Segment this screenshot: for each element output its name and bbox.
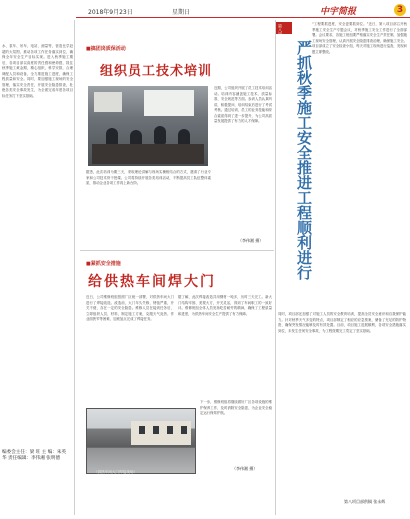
page-number-badge: 3 bbox=[394, 4, 406, 16]
left-column-text: 水、泵车、吊车、电站、测量等，营造比学赶超的大氛围，推动各项工作任务落实到位，确保全年安全生产目标实现。进入秋季施工期后，各项目部以高度的责任感和使命感，抓住秋季施工黄金期，精心组织，科学安排，合理调配人员和设备，全力推进施工进度，确保工程质量和安全。同时，要加强施工现场的安全管理，落实安全责任，开展安全隐患排查，杜绝各类安全事故发生，为全面完成年度各项目标任务打下坚实基础。 bbox=[2, 44, 73, 98]
window bbox=[167, 426, 173, 434]
training-photo bbox=[88, 86, 208, 166]
article3-body: “工程要抓进度，安全更要抓到位。”近日，第八项目部召开秋季施工安全生产专题会议，对秋季施工安全工作进行了全面部署。会议要求，各施工班组要严格落实安全生产责任制，加强施工现场安全管理，认真开展安全隐患排查治理，确保施工安全。项目部成立了安全检查小组，每天对施工现场进行巡查，发现问题立即整改。 bbox=[312, 22, 407, 54]
window bbox=[139, 426, 145, 434]
meeting-table bbox=[92, 144, 204, 164]
article3-byline: 第八项目部供稿 张永辉 bbox=[344, 499, 386, 504]
article3-headline: 严抓秋季施工安全推进工程顺利进行 bbox=[295, 40, 313, 280]
article1-body-bottom: 据悉，此次培训为期三天，采取理论讲解与现场实操相结合的方式，邀请了行业专家和公司技术骨干授课。公司将持续开展各类培训活动，不断提高员工队伍整体素质，推动企业各项工作再上新台阶。 bbox=[86, 170, 211, 185]
article2-kicker: ■紧抓安全措施 bbox=[86, 261, 121, 267]
whiteboard bbox=[144, 90, 194, 116]
article2-column1: 近日，公司维修班组按照厂区统一部署，对供热车间大门进行了焊接改造。改造前，大门年久失修，锈蚀严重，开关不便，存在一定的安全隐患。维修人员在接到任务后，立即组织人员、材料，制定施工方案，克服天气炎热、作业面狭窄等困难，加班加点完成了焊接任务。 bbox=[86, 295, 174, 321]
gate-photo bbox=[86, 408, 196, 474]
issue-date: 2018年9月23日 bbox=[88, 9, 133, 16]
article3-body-lower: 同时，项目部还加强了对施工人员的安全教育培训，提高全员安全意识和自我保护能力。针对秋季天气多变的特点，项目部制定了相应的应急预案，储备了充足的防护物资，确保突发情况能够及时有效处置。目前，项目施工进展顺利，各项安全措施落实到位，未发生任何安全事故，为工程按期完工奠定了坚实基础。 bbox=[278, 312, 406, 333]
article2-column2: 据了解，此次焊接改造共用钢材一吨多，历时三天完工。新大门结构牢固、美观大方，开关灵活，得到了车间职工的一致好评。维修班组全体人员发扬吃苦耐劳的精神，确保了工程质量和进度，为供热车间安全生产提供了有力保障。 bbox=[178, 295, 272, 316]
article3-kicker: 第八项目部 bbox=[278, 24, 283, 44]
section-divider bbox=[80, 250, 274, 251]
article2-byline: （李伟湘 摄） bbox=[232, 466, 258, 471]
article2-column2-lower: 下一步，维修班组将继续做好厂区各项设施的维护保养工作，及时消除安全隐患，为企业安全稳定运行保驾护航。 bbox=[200, 400, 272, 415]
article1-byline: （李伟湘 摄） bbox=[238, 238, 264, 243]
gate-photo-caption: （供热车间大门焊接现场） bbox=[94, 470, 138, 474]
page-header bbox=[76, 4, 410, 18]
article1-body-right: 近期，公司组织开展了员工技术培训活动。培训内容涵盖施工技术、质量标准、安全规范等方面。参训人员认真听讲，积极提问，培训结束后进行了考试考核。通过培训，员工的业务技能和综合素质得到了进一步提升，为公司高质量发展提供了有力的人才保障。 bbox=[214, 86, 272, 123]
attendee bbox=[154, 126, 166, 144]
column-divider bbox=[275, 20, 276, 515]
column-divider bbox=[74, 20, 75, 515]
window bbox=[181, 426, 187, 434]
article2-headline: 给供热车间焊大门 bbox=[88, 274, 216, 290]
left-column bbox=[2, 44, 73, 519]
editorial-credits: 编委会主任：梁 旺 主 编：朱英华 责任编辑：李伟湘 张明德 bbox=[2, 450, 67, 461]
window bbox=[153, 426, 159, 434]
masthead-title: 中宇简报 bbox=[320, 7, 357, 17]
article1-kicker: ■搞团岗质保活动 bbox=[86, 46, 126, 52]
projection-screen bbox=[94, 92, 122, 112]
issue-weekday: 星期日 bbox=[172, 9, 191, 16]
article1-headline: 组织员工技术培训 bbox=[100, 64, 213, 79]
